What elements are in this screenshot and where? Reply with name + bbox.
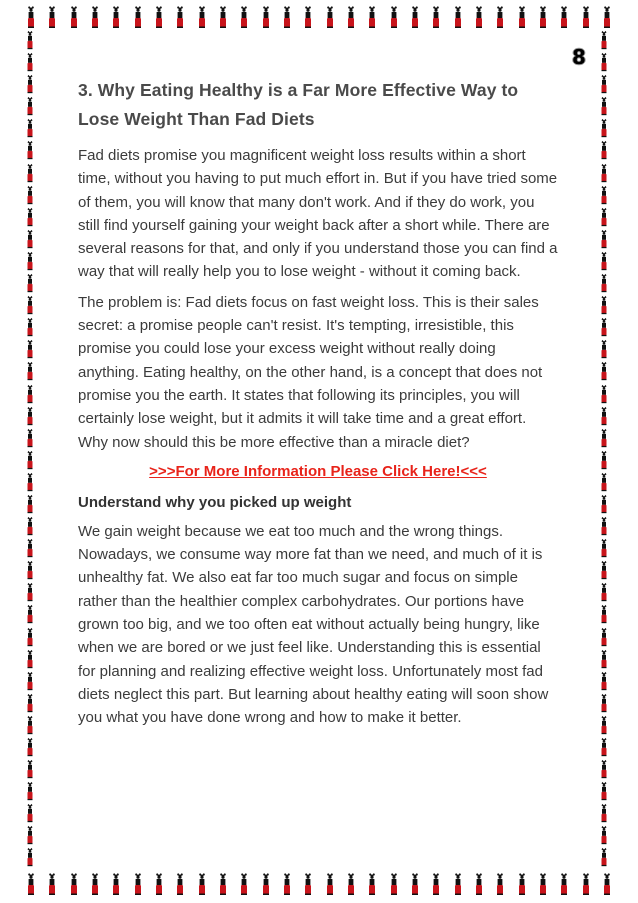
red-tube-figure-icon bbox=[538, 871, 548, 897]
red-tube-figure-icon bbox=[598, 384, 610, 404]
red-tube-figure-icon bbox=[495, 4, 505, 30]
red-tube-figure-icon bbox=[474, 871, 484, 897]
red-tube-figure-icon bbox=[598, 30, 610, 50]
red-tube-figure-icon bbox=[346, 4, 356, 30]
red-tube-figure-icon bbox=[239, 4, 249, 30]
red-tube-figure-icon bbox=[24, 494, 36, 514]
red-tube-figure-icon bbox=[218, 871, 228, 897]
paragraph-problem: The problem is: Fad diets focus on fast weight loss. This is their sales secret: a promise people can't resist. It's tempting, irresistible, this promise you could lose your excess weight without really doing anything. Eating healthy, on the other hand, is a concept that does not promise you the earth. It states that following its principles, you will certainly lose weight, but it admits it will take time and a great effort. Why now should this be more effective than a miracle diet? bbox=[78, 293, 543, 451]
red-tube-figure-icon bbox=[410, 871, 420, 897]
red-tube-figure-icon bbox=[47, 871, 57, 897]
red-tube-figure-icon bbox=[24, 317, 36, 337]
red-tube-figure-icon bbox=[559, 871, 569, 897]
red-tube-figure-icon bbox=[598, 582, 610, 602]
red-tube-figure-icon bbox=[598, 361, 610, 381]
red-tube-figure-icon bbox=[24, 207, 36, 227]
red-tube-figure-icon bbox=[303, 4, 313, 30]
red-tube-figure-icon bbox=[26, 4, 36, 30]
paragraph-weight-gain: We gain weight because we eat too much and the wrong things. Nowadays, we consume way more fat than we need, and much of it is unhealthy fat. We also eat far too much sugar and focus on simple rather than the healthier complex carbohydrates. Our portions have grown too big, and we too often eat without actually being hungry, like when we are bored or we just feel like. Understanding this is essential for planning and realizing effective weight loss. Unfortunately most fad diets neglect this part. But learning about healthy eating will soon show you what you have done wrong and how to make it better. bbox=[78, 522, 549, 727]
red-tube-figure-icon bbox=[90, 4, 100, 30]
red-tube-figure-icon bbox=[24, 229, 36, 249]
red-tube-figure-icon bbox=[24, 428, 36, 448]
red-tube-figure-icon bbox=[598, 52, 610, 72]
red-tube-figure-icon bbox=[598, 317, 610, 337]
red-tube-figure-icon bbox=[175, 4, 185, 30]
red-tube-figure-icon bbox=[24, 140, 36, 160]
red-tube-figure-icon bbox=[24, 649, 36, 669]
red-tube-figure-icon bbox=[431, 4, 441, 30]
page-number: 8 bbox=[572, 45, 586, 69]
red-tube-figure-icon bbox=[111, 4, 121, 30]
red-tube-figure-icon bbox=[24, 339, 36, 359]
red-tube-figure-icon bbox=[24, 118, 36, 138]
red-tube-figure-icon bbox=[453, 871, 463, 897]
red-tube-figure-icon bbox=[239, 871, 249, 897]
red-tube-figure-icon bbox=[598, 472, 610, 492]
red-tube-figure-icon bbox=[598, 339, 610, 359]
red-tube-figure-icon bbox=[598, 781, 610, 801]
red-tube-figure-icon bbox=[581, 871, 591, 897]
red-tube-figure-icon bbox=[24, 384, 36, 404]
red-tube-figure-icon bbox=[367, 4, 377, 30]
red-tube-figure-icon bbox=[598, 229, 610, 249]
red-tube-figure-icon bbox=[24, 251, 36, 271]
red-tube-figure-icon bbox=[367, 871, 377, 897]
red-tube-figure-icon bbox=[517, 871, 527, 897]
red-tube-figure-icon bbox=[598, 163, 610, 183]
red-tube-figure-icon bbox=[24, 737, 36, 757]
red-tube-figure-icon bbox=[47, 4, 57, 30]
red-tube-figure-icon bbox=[538, 4, 548, 30]
red-tube-figure-icon bbox=[581, 4, 591, 30]
red-tube-figure-icon bbox=[598, 118, 610, 138]
red-tube-figure-icon bbox=[24, 516, 36, 536]
red-tube-figure-icon bbox=[598, 693, 610, 713]
red-tube-figure-icon bbox=[410, 4, 420, 30]
red-tube-figure-icon bbox=[24, 273, 36, 293]
red-tube-figure-icon bbox=[598, 847, 610, 867]
red-tube-figure-icon bbox=[598, 251, 610, 271]
red-tube-figure-icon bbox=[133, 871, 143, 897]
red-tube-figure-icon bbox=[389, 4, 399, 30]
red-tube-figure-icon bbox=[598, 207, 610, 227]
red-tube-figure-icon bbox=[24, 450, 36, 470]
red-tube-figure-icon bbox=[69, 4, 79, 30]
decorative-border-right bbox=[598, 30, 614, 868]
red-tube-figure-icon bbox=[24, 604, 36, 624]
red-tube-figure-icon bbox=[598, 825, 610, 845]
red-tube-figure-icon bbox=[24, 715, 36, 735]
red-tube-figure-icon bbox=[598, 185, 610, 205]
red-tube-figure-icon bbox=[517, 4, 527, 30]
red-tube-figure-icon bbox=[197, 871, 207, 897]
red-tube-figure-icon bbox=[24, 538, 36, 558]
red-tube-figure-icon bbox=[598, 715, 610, 735]
red-tube-figure-icon bbox=[389, 871, 399, 897]
red-tube-figure-icon bbox=[282, 4, 292, 30]
red-tube-figure-icon bbox=[24, 781, 36, 801]
more-information-link[interactable]: >>>For More Information Please Click Here!<<< bbox=[149, 462, 487, 480]
red-tube-figure-icon bbox=[24, 163, 36, 183]
red-tube-figure-icon bbox=[474, 4, 484, 30]
red-tube-figure-icon bbox=[598, 759, 610, 779]
red-tube-figure-icon bbox=[261, 4, 271, 30]
red-tube-figure-icon bbox=[69, 871, 79, 897]
red-tube-figure-icon bbox=[154, 871, 164, 897]
red-tube-figure-icon bbox=[24, 671, 36, 691]
red-tube-figure-icon bbox=[24, 406, 36, 426]
paragraph-fad-diets: Fad diets promise you magnificent weight loss results within a short time, without you having to put much effort in. But if you have tried some of them, you will know that many don't work. And if they do work, you still find yourself gaining your weight back after a short while. There are several reasons for that, and only if you understand those you can find a way that will really help you to lose weight - without it coming back. bbox=[78, 147, 558, 281]
red-tube-figure-icon bbox=[218, 4, 228, 30]
red-tube-figure-icon bbox=[197, 4, 207, 30]
red-tube-figure-icon bbox=[346, 871, 356, 897]
red-tube-figure-icon bbox=[154, 4, 164, 30]
red-tube-figure-icon bbox=[559, 4, 569, 30]
subheading: Understand why you picked up weight bbox=[78, 493, 352, 511]
red-tube-figure-icon bbox=[90, 871, 100, 897]
red-tube-figure-icon bbox=[24, 759, 36, 779]
decorative-border-bottom bbox=[26, 871, 612, 899]
red-tube-figure-icon bbox=[495, 871, 505, 897]
red-tube-figure-icon bbox=[24, 847, 36, 867]
red-tube-figure-icon bbox=[24, 693, 36, 713]
red-tube-figure-icon bbox=[111, 871, 121, 897]
red-tube-figure-icon bbox=[325, 4, 335, 30]
red-tube-figure-icon bbox=[598, 737, 610, 757]
red-tube-figure-icon bbox=[598, 273, 610, 293]
red-tube-figure-icon bbox=[24, 52, 36, 72]
red-tube-figure-icon bbox=[24, 185, 36, 205]
content-area bbox=[78, 76, 558, 737]
red-tube-figure-icon bbox=[261, 871, 271, 897]
red-tube-figure-icon bbox=[598, 428, 610, 448]
red-tube-figure-icon bbox=[24, 361, 36, 381]
red-tube-figure-icon bbox=[598, 649, 610, 669]
decorative-border-top bbox=[26, 4, 612, 32]
red-tube-figure-icon bbox=[598, 295, 610, 315]
red-tube-figure-icon bbox=[598, 74, 610, 94]
red-tube-figure-icon bbox=[602, 871, 612, 897]
red-tube-figure-icon bbox=[24, 472, 36, 492]
red-tube-figure-icon bbox=[598, 450, 610, 470]
red-tube-figure-icon bbox=[598, 140, 610, 160]
red-tube-figure-icon bbox=[602, 4, 612, 30]
red-tube-figure-icon bbox=[598, 96, 610, 116]
red-tube-figure-icon bbox=[24, 825, 36, 845]
red-tube-figure-icon bbox=[24, 74, 36, 94]
red-tube-figure-icon bbox=[24, 96, 36, 116]
red-tube-figure-icon bbox=[26, 871, 36, 897]
red-tube-figure-icon bbox=[598, 604, 610, 624]
red-tube-figure-icon bbox=[24, 30, 36, 50]
red-tube-figure-icon bbox=[598, 494, 610, 514]
cta-container bbox=[78, 461, 558, 483]
red-tube-figure-icon bbox=[24, 582, 36, 602]
red-tube-figure-icon bbox=[325, 871, 335, 897]
red-tube-figure-icon bbox=[133, 4, 143, 30]
red-tube-figure-icon bbox=[598, 560, 610, 580]
red-tube-figure-icon bbox=[598, 516, 610, 536]
red-tube-figure-icon bbox=[431, 871, 441, 897]
red-tube-figure-icon bbox=[598, 406, 610, 426]
decorative-border-left bbox=[24, 30, 40, 868]
red-tube-figure-icon bbox=[303, 871, 313, 897]
red-tube-figure-icon bbox=[598, 803, 610, 823]
red-tube-figure-icon bbox=[24, 295, 36, 315]
red-tube-figure-icon bbox=[598, 627, 610, 647]
red-tube-figure-icon bbox=[24, 627, 36, 647]
red-tube-figure-icon bbox=[598, 671, 610, 691]
red-tube-figure-icon bbox=[453, 4, 463, 30]
red-tube-figure-icon bbox=[598, 538, 610, 558]
red-tube-figure-icon bbox=[24, 560, 36, 580]
section-heading: 3. Why Eating Healthy is a Far More Effective Way to Lose Weight Than Fad Diets bbox=[78, 80, 519, 129]
red-tube-figure-icon bbox=[282, 871, 292, 897]
red-tube-figure-icon bbox=[24, 803, 36, 823]
red-tube-figure-icon bbox=[175, 871, 185, 897]
